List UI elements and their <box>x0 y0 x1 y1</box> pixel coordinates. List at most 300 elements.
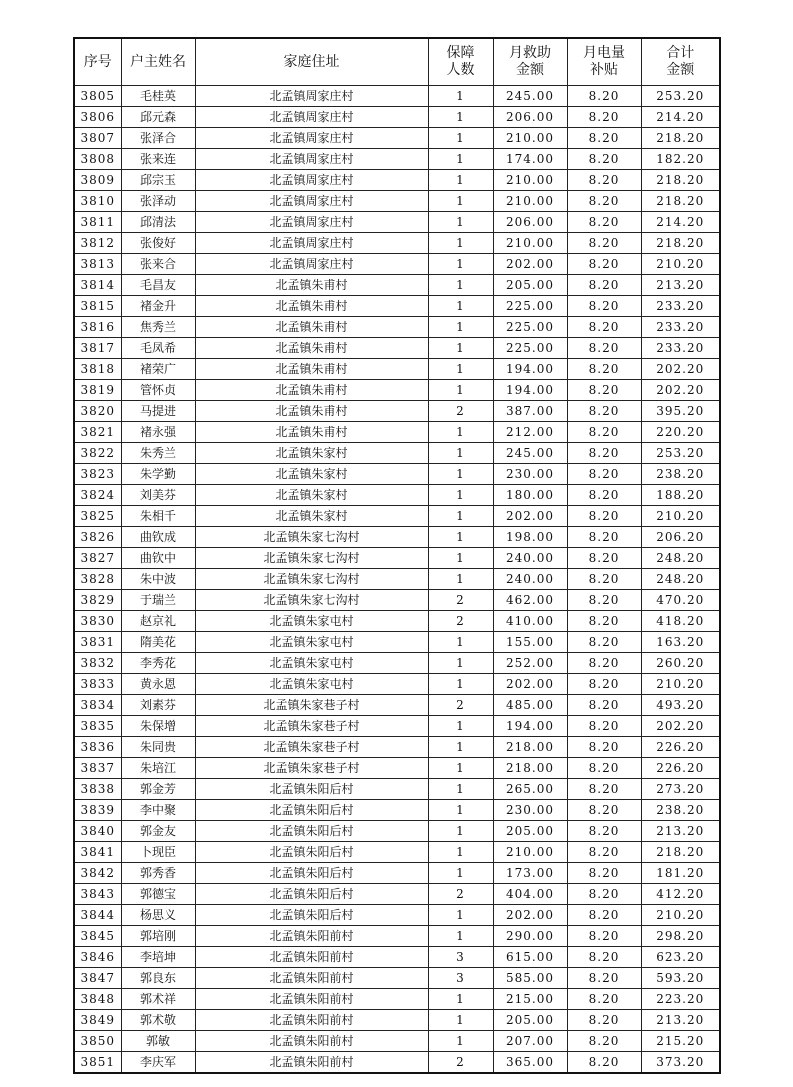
total-amount-cell: 202.20 <box>641 380 720 401</box>
electricity-subsidy-cell: 8.20 <box>567 464 641 485</box>
householder-name-cell: 邱元森 <box>121 107 195 128</box>
total-amount-cell: 206.20 <box>641 527 720 548</box>
home-address-cell: 北孟镇朱家村 <box>195 464 428 485</box>
table-row <box>74 863 720 884</box>
table-row <box>74 800 720 821</box>
table-row <box>74 296 720 317</box>
total-amount-cell: 218.20 <box>641 128 720 149</box>
monthly-relief-cell: 205.00 <box>493 275 567 296</box>
electricity-subsidy-cell: 8.20 <box>567 695 641 716</box>
householder-name-cell: 于瑞兰 <box>121 590 195 611</box>
table-row <box>74 821 720 842</box>
home-address-cell: 北孟镇朱家巷子村 <box>195 716 428 737</box>
covered-persons-cell: 1 <box>428 989 493 1010</box>
home-address-cell: 北孟镇朱阳前村 <box>195 947 428 968</box>
serial-number-cell: 3816 <box>74 317 121 338</box>
monthly-relief-cell: 155.00 <box>493 632 567 653</box>
table-row <box>74 632 720 653</box>
home-address-cell: 北孟镇朱家屯村 <box>195 611 428 632</box>
home-address-cell: 北孟镇朱家屯村 <box>195 632 428 653</box>
table-row <box>74 233 720 254</box>
table-row <box>74 548 720 569</box>
serial-number-cell: 3833 <box>74 674 121 695</box>
monthly-relief-cell: 252.00 <box>493 653 567 674</box>
householder-name-cell: 邱宗玉 <box>121 170 195 191</box>
covered-persons-cell: 1 <box>428 926 493 947</box>
table-row <box>74 905 720 926</box>
home-address-cell: 北孟镇朱阳后村 <box>195 800 428 821</box>
electricity-subsidy-cell: 8.20 <box>567 674 641 695</box>
monthly-relief-cell: 205.00 <box>493 1010 567 1031</box>
table-row <box>74 107 720 128</box>
table-row <box>74 443 720 464</box>
monthly-relief-cell: 245.00 <box>493 443 567 464</box>
householder-name-cell: 邱清法 <box>121 212 195 233</box>
electricity-subsidy-cell: 8.20 <box>567 443 641 464</box>
householder-name-cell: 朱相千 <box>121 506 195 527</box>
total-amount-cell: 373.20 <box>641 1052 720 1074</box>
total-amount-cell: 210.20 <box>641 254 720 275</box>
covered-persons-cell: 1 <box>428 863 493 884</box>
home-address-cell: 北孟镇朱家巷子村 <box>195 758 428 779</box>
covered-persons-cell: 1 <box>428 821 493 842</box>
table-row <box>74 527 720 548</box>
monthly-relief-cell: 202.00 <box>493 905 567 926</box>
serial-number-cell: 3829 <box>74 590 121 611</box>
home-address-cell: 北孟镇周家庄村 <box>195 254 428 275</box>
total-amount-cell: 210.20 <box>641 674 720 695</box>
householder-name-cell: 毛凤希 <box>121 338 195 359</box>
home-address-cell: 北孟镇朱甫村 <box>195 380 428 401</box>
table-row <box>74 149 720 170</box>
monthly-relief-cell: 245.00 <box>493 86 567 107</box>
electricity-subsidy-cell: 8.20 <box>567 821 641 842</box>
monthly-relief-cell: 210.00 <box>493 842 567 863</box>
covered-persons-cell: 2 <box>428 590 493 611</box>
serial-number-cell: 3828 <box>74 569 121 590</box>
serial-number-cell: 3806 <box>74 107 121 128</box>
electricity-subsidy-cell: 8.20 <box>567 884 641 905</box>
electricity-subsidy-cell: 8.20 <box>567 149 641 170</box>
monthly-relief-cell: 212.00 <box>493 422 567 443</box>
relief-roster-table <box>73 37 721 1074</box>
householder-name-cell: 黄永恩 <box>121 674 195 695</box>
electricity-subsidy-cell: 8.20 <box>567 905 641 926</box>
electricity-subsidy-cell: 8.20 <box>567 758 641 779</box>
relief-roster-sheet <box>73 37 719 1074</box>
electricity-subsidy-cell: 8.20 <box>567 485 641 506</box>
monthly-relief-cell: 462.00 <box>493 590 567 611</box>
householder-name-cell: 焦秀兰 <box>121 317 195 338</box>
householder-name-cell: 李中聚 <box>121 800 195 821</box>
table-row <box>74 317 720 338</box>
total-amount-cell: 412.20 <box>641 884 720 905</box>
electricity-subsidy-cell: 8.20 <box>567 86 641 107</box>
home-address-cell: 北孟镇朱甫村 <box>195 275 428 296</box>
householder-name-cell: 赵京礼 <box>121 611 195 632</box>
monthly-relief-cell: 485.00 <box>493 695 567 716</box>
covered-persons-cell: 1 <box>428 485 493 506</box>
total-amount-cell: 226.20 <box>641 737 720 758</box>
electricity-subsidy-cell: 8.20 <box>567 275 641 296</box>
monthly-relief-cell: 230.00 <box>493 464 567 485</box>
covered-persons-cell: 1 <box>428 191 493 212</box>
table-row <box>74 611 720 632</box>
total-amount-cell: 418.20 <box>641 611 720 632</box>
total-amount-cell: 218.20 <box>641 191 720 212</box>
serial-number-cell: 3825 <box>74 506 121 527</box>
monthly-relief-cell: 404.00 <box>493 884 567 905</box>
householder-name-cell: 隋美花 <box>121 632 195 653</box>
table-row <box>74 842 720 863</box>
electricity-subsidy-cell: 8.20 <box>567 359 641 380</box>
serial-number-cell: 3811 <box>74 212 121 233</box>
householder-name-cell: 郭术敬 <box>121 1010 195 1031</box>
table-row <box>74 926 720 947</box>
monthly-relief-cell: 205.00 <box>493 821 567 842</box>
electricity-subsidy-cell: 8.20 <box>567 107 641 128</box>
householder-name-cell: 朱保增 <box>121 716 195 737</box>
householder-name-cell: 管怀贞 <box>121 380 195 401</box>
home-address-cell: 北孟镇朱家七沟村 <box>195 548 428 569</box>
total-amount-cell: 181.20 <box>641 863 720 884</box>
serial-number-cell: 3819 <box>74 380 121 401</box>
home-address-cell: 北孟镇朱家村 <box>195 506 428 527</box>
monthly-relief-cell: 225.00 <box>493 317 567 338</box>
householder-name-cell: 郭术祥 <box>121 989 195 1010</box>
electricity-subsidy-cell: 8.20 <box>567 506 641 527</box>
householder-name-cell: 曲钦中 <box>121 548 195 569</box>
table-row <box>74 569 720 590</box>
total-amount-cell: 213.20 <box>641 275 720 296</box>
table-row <box>74 968 720 989</box>
monthly-relief-cell: 290.00 <box>493 926 567 947</box>
total-amount-cell: 253.20 <box>641 443 720 464</box>
electricity-subsidy-cell: 8.20 <box>567 926 641 947</box>
covered-persons-cell: 2 <box>428 884 493 905</box>
table-row <box>74 737 720 758</box>
monthly-relief-cell: 218.00 <box>493 758 567 779</box>
table-row <box>74 401 720 422</box>
monthly-relief-cell: 207.00 <box>493 1031 567 1052</box>
electricity-subsidy-cell: 8.20 <box>567 842 641 863</box>
householder-name-cell: 马提进 <box>121 401 195 422</box>
total-amount-cell: 218.20 <box>641 842 720 863</box>
householder-name-cell: 褚金升 <box>121 296 195 317</box>
table-row <box>74 758 720 779</box>
serial-number-cell: 3844 <box>74 905 121 926</box>
table-row <box>74 695 720 716</box>
total-amount-cell: 226.20 <box>641 758 720 779</box>
monthly-relief-cell: 210.00 <box>493 170 567 191</box>
serial-number-cell: 3820 <box>74 401 121 422</box>
householder-name-cell: 毛桂英 <box>121 86 195 107</box>
table-row <box>74 422 720 443</box>
covered-persons-cell: 1 <box>428 359 493 380</box>
electricity-subsidy-cell: 8.20 <box>567 716 641 737</box>
serial-number-cell: 3842 <box>74 863 121 884</box>
serial-number-cell: 3813 <box>74 254 121 275</box>
home-address-cell: 北孟镇朱家巷子村 <box>195 695 428 716</box>
householder-name-cell: 朱同贵 <box>121 737 195 758</box>
total-amount-cell: 238.20 <box>641 464 720 485</box>
monthly-relief-cell: 210.00 <box>493 191 567 212</box>
total-amount-cell: 218.20 <box>641 170 720 191</box>
table-row <box>74 191 720 212</box>
total-amount-cell: 213.20 <box>641 1010 720 1031</box>
serial-number-cell: 3840 <box>74 821 121 842</box>
monthly-relief-cell: 210.00 <box>493 128 567 149</box>
monthly-relief-cell: 202.00 <box>493 254 567 275</box>
monthly-relief-cell: 225.00 <box>493 296 567 317</box>
covered-persons-cell: 1 <box>428 716 493 737</box>
householder-name-cell: 张来合 <box>121 254 195 275</box>
covered-persons-cell: 2 <box>428 1052 493 1074</box>
header-householder-name: 户主姓名 <box>121 38 195 86</box>
householder-name-cell: 郭良东 <box>121 968 195 989</box>
monthly-relief-cell: 210.00 <box>493 233 567 254</box>
serial-number-cell: 3849 <box>74 1010 121 1031</box>
serial-number-cell: 3809 <box>74 170 121 191</box>
covered-persons-cell: 1 <box>428 527 493 548</box>
table-row <box>74 338 720 359</box>
electricity-subsidy-cell: 8.20 <box>567 632 641 653</box>
home-address-cell: 北孟镇朱家村 <box>195 443 428 464</box>
serial-number-cell: 3805 <box>74 86 121 107</box>
serial-number-cell: 3815 <box>74 296 121 317</box>
serial-number-cell: 3823 <box>74 464 121 485</box>
electricity-subsidy-cell: 8.20 <box>567 947 641 968</box>
serial-number-cell: 3832 <box>74 653 121 674</box>
covered-persons-cell: 2 <box>428 401 493 422</box>
serial-number-cell: 3807 <box>74 128 121 149</box>
home-address-cell: 北孟镇朱甫村 <box>195 338 428 359</box>
householder-name-cell: 郭秀香 <box>121 863 195 884</box>
total-amount-cell: 623.20 <box>641 947 720 968</box>
home-address-cell: 北孟镇朱阳后村 <box>195 863 428 884</box>
covered-persons-cell: 2 <box>428 611 493 632</box>
covered-persons-cell: 1 <box>428 758 493 779</box>
total-amount-cell: 220.20 <box>641 422 720 443</box>
electricity-subsidy-cell: 8.20 <box>567 548 641 569</box>
monthly-relief-cell: 206.00 <box>493 107 567 128</box>
table-row <box>74 380 720 401</box>
serial-number-cell: 3847 <box>74 968 121 989</box>
total-amount-cell: 210.20 <box>641 506 720 527</box>
table-row <box>74 212 720 233</box>
electricity-subsidy-cell: 8.20 <box>567 1031 641 1052</box>
monthly-relief-cell: 410.00 <box>493 611 567 632</box>
covered-persons-cell: 1 <box>428 737 493 758</box>
electricity-subsidy-cell: 8.20 <box>567 128 641 149</box>
total-amount-cell: 233.20 <box>641 296 720 317</box>
covered-persons-cell: 1 <box>428 128 493 149</box>
monthly-relief-cell: 173.00 <box>493 863 567 884</box>
electricity-subsidy-cell: 8.20 <box>567 233 641 254</box>
covered-persons-cell: 1 <box>428 443 493 464</box>
householder-name-cell: 张泽合 <box>121 128 195 149</box>
home-address-cell: 北孟镇朱甫村 <box>195 422 428 443</box>
covered-persons-cell: 1 <box>428 506 493 527</box>
covered-persons-cell: 1 <box>428 254 493 275</box>
total-amount-cell: 218.20 <box>641 233 720 254</box>
householder-name-cell: 朱培江 <box>121 758 195 779</box>
householder-name-cell: 朱中波 <box>121 569 195 590</box>
table-row <box>74 653 720 674</box>
serial-number-cell: 3810 <box>74 191 121 212</box>
home-address-cell: 北孟镇朱阳后村 <box>195 779 428 800</box>
home-address-cell: 北孟镇朱阳前村 <box>195 989 428 1010</box>
covered-persons-cell: 1 <box>428 212 493 233</box>
table-row <box>74 170 720 191</box>
serial-number-cell: 3841 <box>74 842 121 863</box>
home-address-cell: 北孟镇朱阳前村 <box>195 1031 428 1052</box>
home-address-cell: 北孟镇周家庄村 <box>195 128 428 149</box>
home-address-cell: 北孟镇朱阳前村 <box>195 1052 428 1074</box>
serial-number-cell: 3822 <box>74 443 121 464</box>
householder-name-cell: 张俊好 <box>121 233 195 254</box>
monthly-relief-cell: 194.00 <box>493 380 567 401</box>
householder-name-cell: 郭敏 <box>121 1031 195 1052</box>
table-row <box>74 464 720 485</box>
total-amount-cell: 202.20 <box>641 359 720 380</box>
serial-number-cell: 3837 <box>74 758 121 779</box>
covered-persons-cell: 2 <box>428 695 493 716</box>
table-row <box>74 1031 720 1052</box>
covered-persons-cell: 1 <box>428 296 493 317</box>
table-row <box>74 128 720 149</box>
home-address-cell: 北孟镇朱家七沟村 <box>195 527 428 548</box>
serial-number-cell: 3839 <box>74 800 121 821</box>
home-address-cell: 北孟镇朱甫村 <box>195 359 428 380</box>
home-address-cell: 北孟镇朱家巷子村 <box>195 737 428 758</box>
covered-persons-cell: 1 <box>428 107 493 128</box>
serial-number-cell: 3846 <box>74 947 121 968</box>
monthly-relief-cell: 218.00 <box>493 737 567 758</box>
total-amount-cell: 470.20 <box>641 590 720 611</box>
electricity-subsidy-cell: 8.20 <box>567 527 641 548</box>
total-amount-cell: 163.20 <box>641 632 720 653</box>
householder-name-cell: 李秀花 <box>121 653 195 674</box>
householder-name-cell: 郭培刚 <box>121 926 195 947</box>
home-address-cell: 北孟镇朱甫村 <box>195 317 428 338</box>
serial-number-cell: 3845 <box>74 926 121 947</box>
home-address-cell: 北孟镇朱家七沟村 <box>195 590 428 611</box>
covered-persons-cell: 1 <box>428 842 493 863</box>
covered-persons-cell: 1 <box>428 779 493 800</box>
total-amount-cell: 213.20 <box>641 821 720 842</box>
householder-name-cell: 张泽动 <box>121 191 195 212</box>
electricity-subsidy-cell: 8.20 <box>567 863 641 884</box>
covered-persons-cell: 1 <box>428 632 493 653</box>
covered-persons-cell: 1 <box>428 317 493 338</box>
monthly-relief-cell: 202.00 <box>493 674 567 695</box>
table-row <box>74 485 720 506</box>
covered-persons-cell: 1 <box>428 422 493 443</box>
serial-number-cell: 3838 <box>74 779 121 800</box>
covered-persons-cell: 1 <box>428 653 493 674</box>
home-address-cell: 北孟镇朱甫村 <box>195 401 428 422</box>
monthly-relief-cell: 198.00 <box>493 527 567 548</box>
total-amount-cell: 253.20 <box>641 86 720 107</box>
electricity-subsidy-cell: 8.20 <box>567 254 641 275</box>
householder-name-cell: 褚永强 <box>121 422 195 443</box>
serial-number-cell: 3851 <box>74 1052 121 1074</box>
monthly-relief-cell: 174.00 <box>493 149 567 170</box>
householder-name-cell: 朱学勤 <box>121 464 195 485</box>
total-amount-cell: 233.20 <box>641 317 720 338</box>
electricity-subsidy-cell: 8.20 <box>567 800 641 821</box>
householder-name-cell: 郭德宝 <box>121 884 195 905</box>
serial-number-cell: 3818 <box>74 359 121 380</box>
header-home-address: 家庭住址 <box>195 38 428 86</box>
electricity-subsidy-cell: 8.20 <box>567 989 641 1010</box>
electricity-subsidy-cell: 8.20 <box>567 569 641 590</box>
monthly-relief-cell: 202.00 <box>493 506 567 527</box>
total-amount-cell: 233.20 <box>641 338 720 359</box>
table-row <box>74 590 720 611</box>
home-address-cell: 北孟镇朱甫村 <box>195 296 428 317</box>
table-row <box>74 1010 720 1031</box>
table-row <box>74 989 720 1010</box>
table-row <box>74 1052 720 1074</box>
electricity-subsidy-cell: 8.20 <box>567 338 641 359</box>
electricity-subsidy-cell: 8.20 <box>567 1052 641 1074</box>
covered-persons-cell: 1 <box>428 569 493 590</box>
electricity-subsidy-cell: 8.20 <box>567 422 641 443</box>
covered-persons-cell: 1 <box>428 380 493 401</box>
householder-name-cell: 张来连 <box>121 149 195 170</box>
monthly-relief-cell: 194.00 <box>493 716 567 737</box>
covered-persons-cell: 3 <box>428 947 493 968</box>
total-amount-cell: 188.20 <box>641 485 720 506</box>
serial-number-cell: 3821 <box>74 422 121 443</box>
home-address-cell: 北孟镇朱阳后村 <box>195 842 428 863</box>
monthly-relief-cell: 206.00 <box>493 212 567 233</box>
covered-persons-cell: 1 <box>428 338 493 359</box>
serial-number-cell: 3830 <box>74 611 121 632</box>
table-row <box>74 779 720 800</box>
total-amount-cell: 493.20 <box>641 695 720 716</box>
serial-number-cell: 3826 <box>74 527 121 548</box>
total-amount-cell: 395.20 <box>641 401 720 422</box>
monthly-relief-cell: 615.00 <box>493 947 567 968</box>
electricity-subsidy-cell: 8.20 <box>567 296 641 317</box>
table-header-row <box>74 38 720 86</box>
householder-name-cell: 李培坤 <box>121 947 195 968</box>
covered-persons-cell: 1 <box>428 674 493 695</box>
header-monthly-electricity-subsidy: 月电量 补贴 <box>567 38 641 86</box>
householder-name-cell: 卜现臣 <box>121 842 195 863</box>
total-amount-cell: 248.20 <box>641 548 720 569</box>
householder-name-cell: 褚荣广 <box>121 359 195 380</box>
householder-name-cell: 郭金友 <box>121 821 195 842</box>
total-amount-cell: 273.20 <box>641 779 720 800</box>
householder-name-cell: 曲钦成 <box>121 527 195 548</box>
electricity-subsidy-cell: 8.20 <box>567 212 641 233</box>
monthly-relief-cell: 240.00 <box>493 569 567 590</box>
total-amount-cell: 210.20 <box>641 905 720 926</box>
serial-number-cell: 3836 <box>74 737 121 758</box>
total-amount-cell: 182.20 <box>641 149 720 170</box>
serial-number-cell: 3848 <box>74 989 121 1010</box>
total-amount-cell: 593.20 <box>641 968 720 989</box>
monthly-relief-cell: 585.00 <box>493 968 567 989</box>
serial-number-cell: 3808 <box>74 149 121 170</box>
electricity-subsidy-cell: 8.20 <box>567 611 641 632</box>
monthly-relief-cell: 230.00 <box>493 800 567 821</box>
home-address-cell: 北孟镇朱阳后村 <box>195 884 428 905</box>
